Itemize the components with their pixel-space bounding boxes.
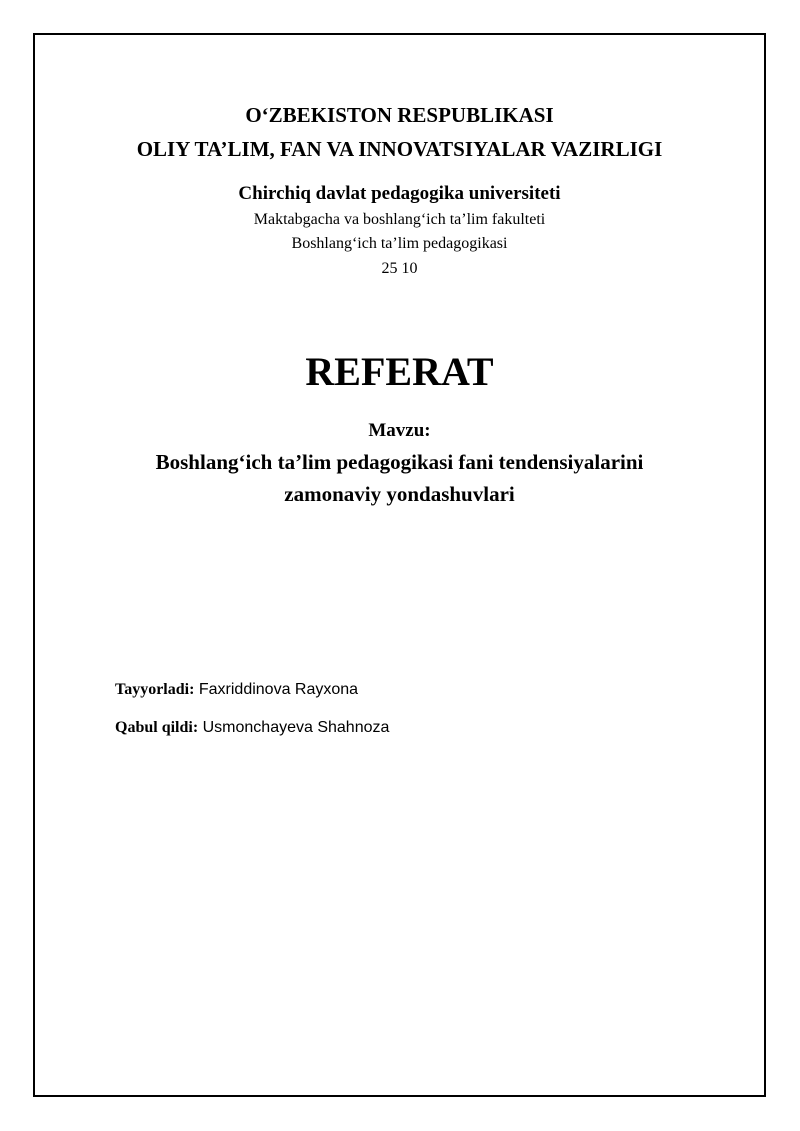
ministry-title: OLIY TA’LIM, FAN VA INNOVATSIYALAR VAZIRLIGI <box>136 137 663 161</box>
prepared-by-name: Faxriddinova Rayxona <box>198 681 359 698</box>
faculty-name: Maktabgacha va boshlang‘ich ta’lim fakulteti <box>253 211 546 228</box>
department-name: Boshlang‘ich ta’lim pedagogikasi <box>291 235 508 252</box>
republic-title: O‘ZBEKISTON RESPUBLIKASI <box>245 103 554 127</box>
topic-text <box>33 446 766 510</box>
accepted-by-name: Usmonchayeva Shahnoza <box>202 719 390 736</box>
prepared-by-label: Tayyorladi: <box>115 681 195 698</box>
university-name: Chirchiq davlat pedagogika universiteti <box>238 183 561 204</box>
ministry-header <box>33 98 766 166</box>
topic-label: Mavzu: <box>368 420 431 441</box>
prepared-by <box>115 679 358 701</box>
topic-line-1: Boshlang‘ich ta’lim pedagogikasi fani tendensiyalarini <box>155 450 644 474</box>
accepted-by-label: Qabul qildi: <box>115 719 199 736</box>
document-title: REFERAT <box>305 349 494 394</box>
accepted-by <box>115 717 389 739</box>
group-number: 25 10 <box>381 260 418 277</box>
topic-line-2: zamonaviy yondashuvlari <box>284 482 515 506</box>
